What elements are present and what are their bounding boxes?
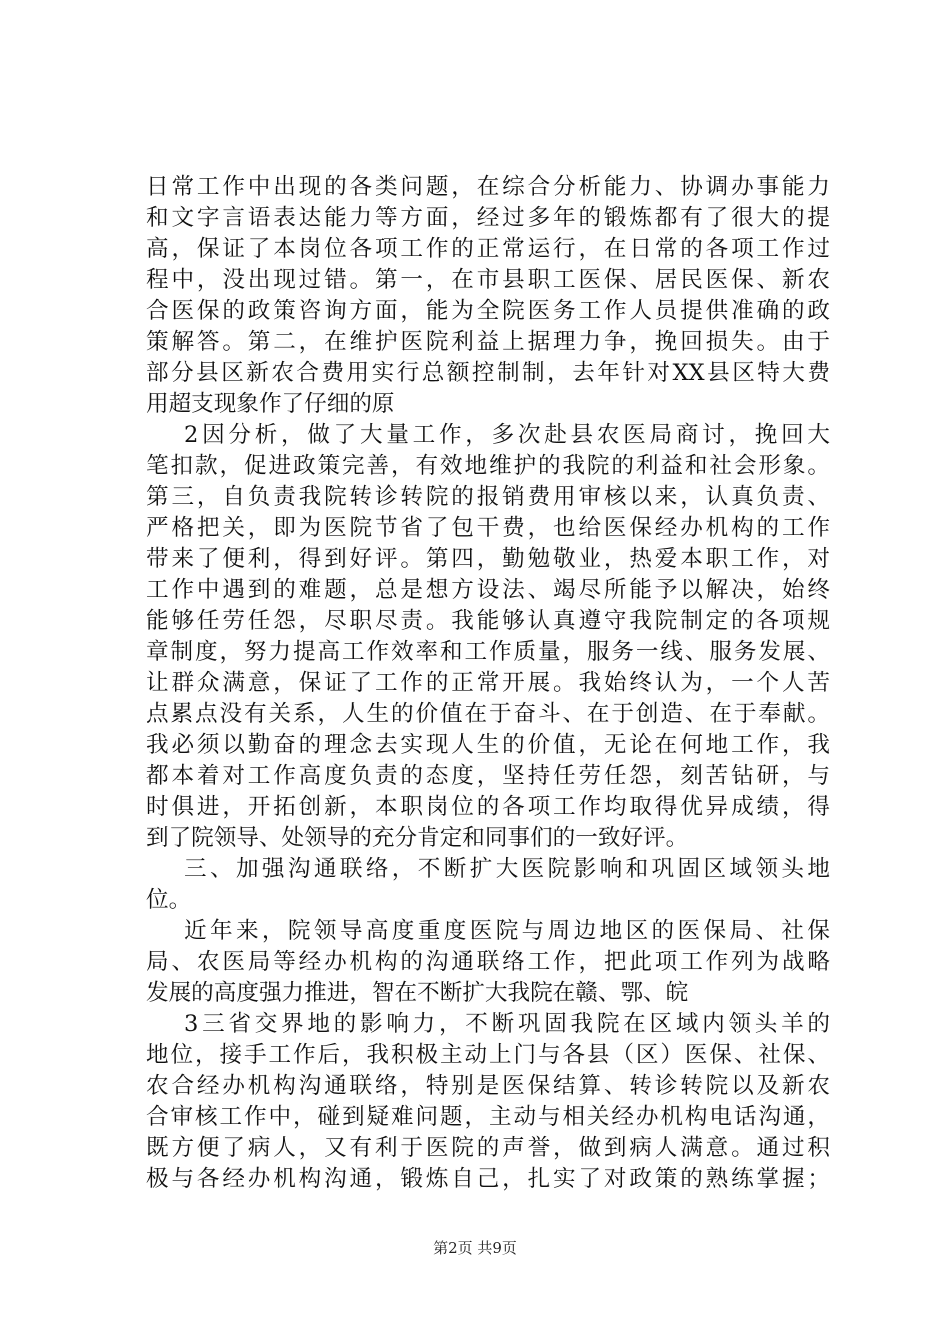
- text-line: 用超支现象作了仔细的原: [146, 391, 395, 417]
- text-line: 高，保证了本岗位各项工作的正常运行，在日常的各项工作过: [146, 236, 830, 262]
- section-heading: 位。: [146, 887, 192, 913]
- text-line: 点累点没有关系，人生的价值在于奋斗、在于创造、在于奉献。: [146, 701, 830, 727]
- text-line: 3三省交界地的影响力，不断巩固我院在区域内领头羊的: [184, 1011, 830, 1037]
- text-line: 地位，接手工作后，我积极主动上门与各县（区）医保、社保、: [146, 1042, 830, 1068]
- section-heading: 三、加强沟通联络，不断扩大医院影响和巩固区域领头地: [184, 856, 830, 882]
- text-line: 局、农医局等经办机构的沟通联络工作，把此项工作列为战略: [146, 949, 830, 975]
- text-line: 部分县区新农合费用实行总额控制制，去年针对XX县区特大费: [146, 360, 830, 386]
- text-line: 章制度，努力提高工作效率和工作质量，服务一线、服务发展、: [146, 639, 830, 665]
- page-number-footer: 第2页 共9页: [433, 1239, 517, 1257]
- text-line: 极与各经办机构沟通，锻炼自己，扎实了对政策的熟练掌握；: [146, 1166, 830, 1192]
- document-body: [146, 172, 830, 1195]
- text-line: 都本着对工作高度负责的态度，坚持任劳任怨，刻苦钻研，与: [146, 763, 830, 789]
- text-line: 让群众满意，保证了工作的正常开展。我始终认为，一个人苦: [146, 670, 830, 696]
- text-line: 策解答。第二，在维护医院利益上据理力争，挽回损失。由于: [146, 329, 830, 355]
- text-line: 到了院领导、处领导的充分肯定和同事们的一致好评。: [146, 825, 689, 851]
- text-line: 能够任劳任怨，尽职尽责。我能够认真遵守我院制定的各项规: [146, 608, 830, 634]
- text-line: 严格把关，即为医院节省了包干费，也给医保经办机构的工作: [146, 515, 830, 541]
- text-line: 日常工作中出现的各类问题，在综合分析能力、协调办事能力: [146, 174, 830, 200]
- text-line: 发展的高度强力推进，智在不断扩大我院在赣、鄂、皖: [146, 980, 689, 1006]
- text-line: 合审核工作中，碰到疑难问题，主动与相关经办机构电话沟通，: [146, 1104, 830, 1130]
- text-line: 合医保的政策咨询方面，能为全院医务工作人员提供准确的政: [146, 298, 830, 324]
- text-line: 2因分析，做了大量工作，多次赴县农医局商讨，挽回大: [184, 422, 830, 448]
- text-line: 工作中遇到的难题，总是想方设法、竭尽所能予以解决，始终: [146, 577, 830, 603]
- text-line: 程中，没出现过错。第一，在市县职工医保、居民医保、新农: [146, 267, 830, 293]
- text-line: 带来了便利，得到好评。第四，勤勉敬业，热爱本职工作，对: [146, 546, 830, 572]
- text-line: 第三，自负责我院转诊转院的报销费用审核以来，认真负责、: [146, 484, 830, 510]
- text-line: 农合经办机构沟通联络，特别是医保结算、转诊转院以及新农: [146, 1073, 830, 1099]
- text-line: 时俱进，开拓创新，本职岗位的各项工作均取得优异成绩，得: [146, 794, 830, 820]
- text-line: 和文字言语表达能力等方面，经过多年的锻炼都有了很大的提: [146, 205, 830, 231]
- text-line: 笔扣款，促进政策完善，有效地维护的我院的利益和社会形象。: [146, 453, 830, 479]
- text-line: 近年来，院领导高度重度医院与周边地区的医保局、社保: [184, 918, 830, 944]
- text-line: 我必须以勤奋的理念去实现人生的价值，无论在何地工作，我: [146, 732, 830, 758]
- text-line: 既方便了病人，又有利于医院的声誉，做到病人满意。通过积: [146, 1135, 830, 1161]
